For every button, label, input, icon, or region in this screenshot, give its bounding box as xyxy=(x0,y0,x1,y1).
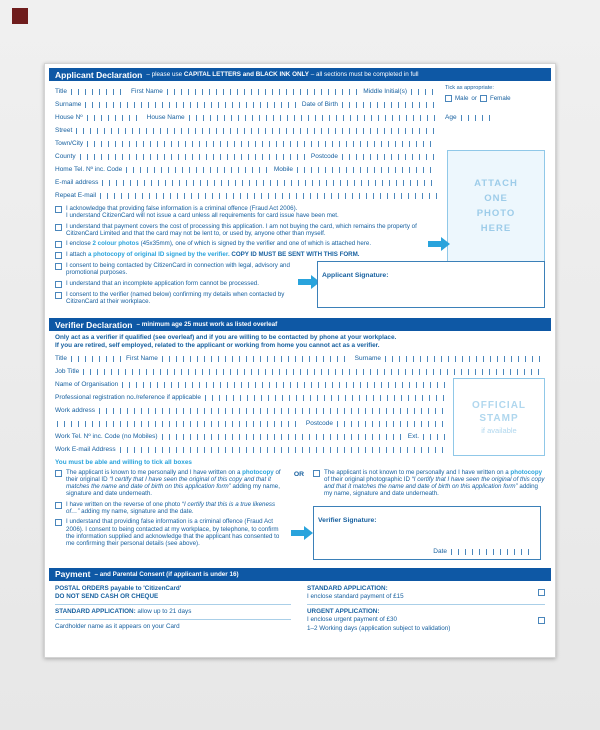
declaration-photos xyxy=(55,240,437,248)
photo-attach-box xyxy=(447,150,545,262)
check-verifier-false-info xyxy=(55,518,285,547)
declaration-incomplete-form xyxy=(55,280,307,288)
surname-label: Surname xyxy=(55,101,82,108)
applicant-known-text: The applicant is known to me personally and I have written on a photocopy of their original ID “I certify that I have seen the original of this copy and that it matches the name and date of birth on this application form” adding my name, signature and date underneath. xyxy=(66,468,281,498)
applicant-middle-initials-input[interactable] xyxy=(411,89,437,95)
declaration-false-info-text: I acknowledge that providing false information is a criminal offence (Fraud Act 2006). I understand CitizenCard will not issue a card unless all requirements for card issue have been met. xyxy=(66,205,339,220)
applicant-street-row xyxy=(55,124,437,137)
applicant-not-known-checkbox[interactable] xyxy=(313,470,320,477)
applicant-county-input[interactable] xyxy=(80,154,306,160)
verifier-checks-left-column xyxy=(55,469,285,551)
job-title-input[interactable] xyxy=(83,369,545,375)
applicant-house-name-input[interactable] xyxy=(189,115,437,121)
declaration-payment-terms-checkbox[interactable] xyxy=(55,224,62,231)
age-label: Age xyxy=(445,114,457,121)
mobile-label: Mobile xyxy=(273,166,293,173)
applicant-house-row xyxy=(55,111,437,124)
declaration-id-copy xyxy=(55,251,437,259)
organisation-input[interactable] xyxy=(122,382,447,388)
no-cash-note: DO NOT SEND CASH OR CHEQUE xyxy=(55,592,159,600)
or-separator: OR xyxy=(293,470,305,478)
applicant-home-tel-input[interactable] xyxy=(126,167,269,173)
verifier-work-tel-row xyxy=(55,430,447,443)
organisation-label: Name of Organisation xyxy=(55,380,119,388)
verifier-header-subtitle: – minimum age 25 must work as listed overleaf xyxy=(136,321,278,329)
verifier-title-input[interactable] xyxy=(71,356,121,362)
gender-selection xyxy=(445,95,545,102)
applicant-surname-input[interactable] xyxy=(85,102,296,108)
work-tel-label: Work Tel. Nº inc. Code (no Mobiles) xyxy=(55,432,158,440)
verifier-false-info-checkbox[interactable] xyxy=(55,519,62,526)
verifier-date-row xyxy=(433,548,536,555)
verifier-job-title-row xyxy=(55,365,545,378)
official-stamp-box xyxy=(453,378,545,456)
true-likeness-checkbox[interactable] xyxy=(55,502,62,509)
postcode-label: Postcode xyxy=(310,153,338,160)
job-title-label: Job Title xyxy=(55,367,80,375)
work-address-label: Work address xyxy=(55,406,95,414)
home-tel-label: Home Tel. Nº inc. Code xyxy=(55,166,123,173)
photo-box-line: ONE xyxy=(484,193,508,204)
true-likeness-text: I have written on the reverse of one photo “I certify that this is a true likeness of…” adding my name, signature and the date. xyxy=(66,500,276,516)
date-input[interactable] xyxy=(451,549,531,555)
declaration-verifier-consent-checkbox[interactable] xyxy=(55,292,62,299)
prof-reg-label: Professional registration no./reference if applicable xyxy=(55,393,201,401)
work-tel-input[interactable] xyxy=(162,434,403,440)
work-address-line2-input[interactable] xyxy=(57,421,301,427)
date-label: Date xyxy=(433,547,447,555)
check-true-likeness xyxy=(55,501,285,516)
standard-application-text xyxy=(307,585,532,601)
middle-initials-label: Middle Initial(s) xyxy=(363,88,407,95)
declaration-contact-consent xyxy=(55,262,307,277)
applicant-town-row xyxy=(55,137,437,150)
applicant-town-city-input[interactable] xyxy=(87,141,437,147)
declaration-id-copy-text: I attach a photocopy of original ID signed by the verifier. COPY ID MUST BE SENT WITH THIS FORM. xyxy=(66,251,360,259)
stamp-box-line: STAMP xyxy=(479,412,519,424)
postal-orders-note: POSTAL ORDERS payable to 'CitizenCard' xyxy=(55,584,182,592)
verifier-name-row xyxy=(55,352,545,365)
payment-section-body xyxy=(49,581,551,639)
declaration-id-copy-checkbox[interactable] xyxy=(55,252,62,259)
applicant-known-checkbox[interactable] xyxy=(55,470,62,477)
standard-application-option xyxy=(307,585,545,601)
verifier-organisation-row xyxy=(55,378,447,391)
verifier-postcode-label: Postcode xyxy=(305,419,333,427)
verifier-surname-input[interactable] xyxy=(385,356,545,362)
age-field-row xyxy=(445,114,545,121)
check-applicant-not-known xyxy=(313,469,545,498)
gender-or-label: or xyxy=(471,95,477,102)
verifier-signature-label: Verifier Signature: xyxy=(318,516,377,524)
applicant-section-body xyxy=(49,81,551,316)
declaration-contact-consent-text: I consent to being contacted by CitizenCard in connection with legal, advisory and promotional purposes. xyxy=(66,262,290,277)
stamp-box-line: if available xyxy=(481,425,517,435)
age-input[interactable] xyxy=(461,115,491,121)
photo-box-line: ATTACH xyxy=(474,178,518,189)
payment-section xyxy=(49,568,551,639)
declaration-incomplete-form-checkbox[interactable] xyxy=(55,281,62,288)
title-label: Title xyxy=(55,88,68,95)
verifier-header-title: Verifier Declaration xyxy=(55,319,133,330)
urgent-timing-note: 1–2 Working days (application subject to validation) xyxy=(307,624,451,632)
tick-as-appropriate-note: Tick as appropriate: xyxy=(445,85,494,91)
applicant-signature-box[interactable] xyxy=(317,261,545,308)
payment-options xyxy=(307,585,545,633)
first-name-label: First Name xyxy=(131,88,163,95)
standard-application-title: STANDARD APPLICATION: xyxy=(307,584,388,592)
applicant-declaration-section xyxy=(49,68,551,316)
applicant-section-header xyxy=(49,68,551,81)
cardholder-note: Cardholder name as it appears on your Card xyxy=(55,623,180,631)
applicant-signature-arrow-icon xyxy=(298,279,311,285)
email-label: E-mail address xyxy=(55,179,99,186)
applicant-mobile-input[interactable] xyxy=(297,167,437,173)
verifier-intro-text: Only act as a verifier if qualified (see overleaf) and if you are willing to be contacted by phone at your workplace. If you are retired, self employed, related to the applicant or working from home you cannot act as a verifier. xyxy=(55,334,397,349)
female-label: Female xyxy=(489,95,511,102)
photo-box-line: PHOTO xyxy=(476,208,516,219)
applicant-repeat-email-row xyxy=(55,189,437,202)
verifier-declaration-section xyxy=(49,318,551,565)
check-applicant-known xyxy=(55,469,285,498)
divider xyxy=(307,604,545,605)
applicant-name-row xyxy=(55,85,437,98)
work-address-input[interactable] xyxy=(99,408,447,414)
verifier-checks-right-column xyxy=(313,469,545,560)
house-no-label: House Nº xyxy=(55,114,83,121)
verifier-false-info-text: I understand that providing false information is a criminal offence (Fraud Act 2006). I consent to being contacted at my workplace, by telephone, to confirm the information supplied and acknowledge that the applicant has consented to me confirming their personal details (see above). xyxy=(66,518,280,548)
applicant-county-row xyxy=(55,150,437,163)
divider xyxy=(55,619,291,620)
applicant-title-input[interactable] xyxy=(71,89,126,95)
work-email-input[interactable] xyxy=(120,447,447,453)
applicant-postcode-input[interactable] xyxy=(342,154,437,160)
payment-header-title: Payment xyxy=(55,569,91,580)
verifier-work-email-row xyxy=(55,443,447,456)
male-checkbox[interactable] xyxy=(445,95,452,102)
applicant-email-input[interactable] xyxy=(102,180,437,186)
divider xyxy=(55,604,291,605)
photo-pointer-arrow-icon xyxy=(428,241,441,247)
verifier-section-body xyxy=(49,331,551,565)
applicant-first-name-input[interactable] xyxy=(167,89,358,95)
urgent-payment-text: I enclose urgent payment of £30 xyxy=(307,616,397,624)
dob-label: Date of Birth xyxy=(301,101,338,108)
payment-section-header xyxy=(49,568,551,581)
house-name-label: House Name xyxy=(146,114,185,121)
work-email-label: Work E-mail Address xyxy=(55,445,116,453)
declaration-contact-consent-checkbox[interactable] xyxy=(55,263,62,270)
declaration-false-info xyxy=(55,205,437,220)
declaration-verifier-consent xyxy=(55,291,307,306)
payment-instructions xyxy=(55,585,291,633)
female-checkbox[interactable] xyxy=(480,95,487,102)
applicant-street-input[interactable] xyxy=(76,128,437,134)
verifier-tick-all-note: You must be able and willing to tick all boxes xyxy=(55,458,192,466)
verifier-signature-area xyxy=(313,506,545,560)
verifier-checks xyxy=(55,469,545,560)
applicant-signature-label: Applicant Signature: xyxy=(322,272,389,279)
standard-payment-checkbox[interactable] xyxy=(538,589,545,596)
applicant-header-title: Applicant Declaration xyxy=(55,69,143,80)
verifier-work-address-row xyxy=(55,404,447,417)
photo-box-line: HERE xyxy=(480,223,512,234)
declaration-false-info-checkbox[interactable] xyxy=(55,206,62,213)
applicant-repeat-email-input[interactable] xyxy=(100,193,437,199)
standard-payment-text: I enclose standard payment of £15 xyxy=(307,592,404,600)
stamp-box-line: OFFICIAL xyxy=(471,399,527,411)
citizencard-application-form xyxy=(44,63,556,658)
declaration-payment-terms-text: I understand that payment covers the cost of processing this application. I am not buying the card, which remains the property of CitizenCard Limited and that the card may not be lent to, or used by, anyone other than myself. xyxy=(66,222,417,237)
applicant-email-row xyxy=(55,176,437,189)
corner-mark xyxy=(12,8,28,24)
urgent-application-title: URGENT APPLICATION: xyxy=(307,608,380,616)
declaration-photos-text: I enclose 2 colour photos (45x35mm), one of which is signed by the verifier and one of which is attached here. xyxy=(66,240,372,248)
prof-reg-input[interactable] xyxy=(205,395,447,401)
verifier-signature-box[interactable] xyxy=(313,506,541,560)
urgent-payment-checkbox[interactable] xyxy=(538,617,545,624)
applicant-not-known-text: The applicant is not known to me personally and I have written on a photocopy of their original photographic ID “I certify that I have seen the original of this copy and that it matches the name and date of birth on this application form” adding my name, signature and date underneath. xyxy=(324,468,545,498)
verifier-section-header xyxy=(49,318,551,331)
applicant-fields xyxy=(55,85,437,202)
declaration-verifier-consent-text: I consent to the verifier (named below) confirming my details when contacted by CitizenCard at their workplace. xyxy=(66,290,285,306)
verifier-surname-label: Surname xyxy=(354,354,381,362)
male-label: Male xyxy=(455,95,469,102)
ext-input[interactable] xyxy=(423,434,447,440)
applicant-header-subtitle: – please use CAPITAL LETTERS and BLACK INK ONLY – all sections must be completed in full xyxy=(146,71,419,78)
verifier-signature-arrow-icon xyxy=(291,530,304,536)
applicant-surname-row xyxy=(55,98,437,111)
declaration-photos-checkbox[interactable] xyxy=(55,241,62,248)
verifier-first-name-label: First Name xyxy=(126,354,158,362)
applicant-dob-input[interactable] xyxy=(342,102,437,108)
declaration-payment-terms xyxy=(55,223,437,238)
urgent-application-text xyxy=(307,608,532,633)
county-label: County xyxy=(55,153,76,160)
applicant-phone-row xyxy=(55,163,437,176)
town-city-label: Town/City xyxy=(55,140,84,147)
verifier-title-label: Title xyxy=(55,354,68,362)
payment-header-subtitle: – and Parental Consent (if applicant is under 16) xyxy=(94,570,239,578)
verifier-postcode-input[interactable] xyxy=(337,421,447,427)
standard-timing-note: STANDARD APPLICATION: allow up to 21 days xyxy=(55,608,192,616)
verifier-registration-row xyxy=(55,391,447,404)
verifier-first-name-input[interactable] xyxy=(162,356,350,362)
repeat-email-label: Repeat E-mail xyxy=(55,192,97,199)
applicant-house-no-input[interactable] xyxy=(87,115,142,121)
street-label: Street xyxy=(55,127,73,134)
verifier-postcode-row xyxy=(55,417,447,430)
urgent-application-option xyxy=(307,608,545,633)
declaration-incomplete-form-text: I understand that an incomplete application form cannot be processed. xyxy=(66,279,259,287)
ext-label: Ext. xyxy=(407,432,419,440)
